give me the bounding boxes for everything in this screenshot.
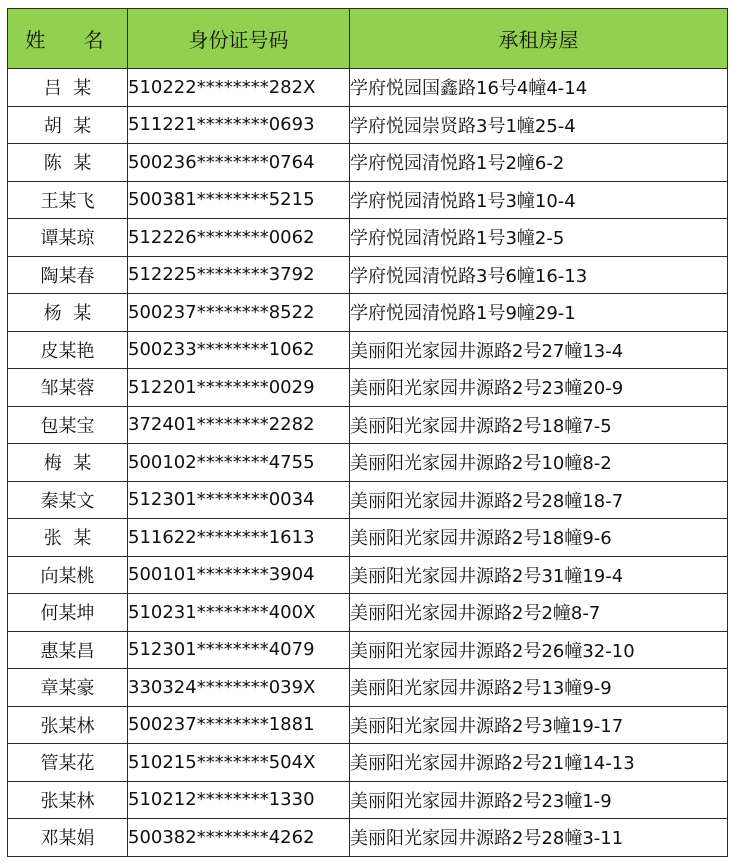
id-number-cell: 372401********2282 — [128, 406, 350, 444]
table-row — [8, 594, 728, 632]
name-cell: 张某林 — [8, 781, 128, 819]
tenant-table — [7, 8, 728, 857]
header-row — [8, 9, 728, 69]
name-cell: 谭某琼 — [8, 219, 128, 257]
header-rented-house: 承租房屋 — [350, 9, 728, 69]
house-cell: 美丽阳光家园井源路2号23幢20-9 — [350, 369, 728, 407]
name-cell: 何某坤 — [8, 594, 128, 632]
house-cell: 学府悦园清悦路1号3幢2-5 — [350, 219, 728, 257]
table-body — [8, 69, 728, 857]
table-row — [8, 369, 728, 407]
house-cell: 美丽阳光家园井源路2号28幢18-7 — [350, 481, 728, 519]
table-row — [8, 781, 728, 819]
id-number-cell: 512301********4079 — [128, 631, 350, 669]
house-cell: 美丽阳光家园井源路2号2幢8-7 — [350, 594, 728, 632]
house-cell: 学府悦园崇贤路3号1幢25-4 — [350, 106, 728, 144]
name-cell: 陈 某 — [8, 144, 128, 182]
house-cell: 学府悦园清悦路3号6幢16-13 — [350, 256, 728, 294]
house-cell: 美丽阳光家园井源路2号27幢13-4 — [350, 331, 728, 369]
name-cell: 惠某昌 — [8, 631, 128, 669]
name-cell: 邹某蓉 — [8, 369, 128, 407]
name-cell: 王某飞 — [8, 181, 128, 219]
table-row — [8, 706, 728, 744]
name-cell: 胡 某 — [8, 106, 128, 144]
id-number-cell: 510231********400X — [128, 594, 350, 632]
name-cell: 包某宝 — [8, 406, 128, 444]
house-cell: 美丽阳光家园井源路2号10幢8-2 — [350, 444, 728, 482]
name-cell: 吕 某 — [8, 69, 128, 107]
table-row — [8, 444, 728, 482]
table-row — [8, 144, 728, 182]
table-row — [8, 669, 728, 707]
table-row — [8, 219, 728, 257]
house-cell: 美丽阳光家园井源路2号18幢7-5 — [350, 406, 728, 444]
house-cell: 学府悦园清悦路1号2幢6-2 — [350, 144, 728, 182]
id-number-cell: 500101********3904 — [128, 556, 350, 594]
house-cell: 美丽阳光家园井源路2号28幢3-11 — [350, 819, 728, 857]
house-cell: 学府悦园清悦路1号3幢10-4 — [350, 181, 728, 219]
id-number-cell: 511221********0693 — [128, 106, 350, 144]
table-row — [8, 106, 728, 144]
name-cell: 张某林 — [8, 706, 128, 744]
house-cell: 美丽阳光家园井源路2号3幢19-17 — [350, 706, 728, 744]
name-cell: 邓某娟 — [8, 819, 128, 857]
name-cell: 秦某文 — [8, 481, 128, 519]
house-cell: 美丽阳光家园井源路2号13幢9-9 — [350, 669, 728, 707]
house-cell: 美丽阳光家园井源路2号23幢1-9 — [350, 781, 728, 819]
id-number-cell: 500236********0764 — [128, 144, 350, 182]
table-row — [8, 481, 728, 519]
name-cell: 杨 某 — [8, 294, 128, 332]
table-row — [8, 406, 728, 444]
house-cell: 美丽阳光家园井源路2号18幢9-6 — [350, 519, 728, 557]
id-number-cell: 512301********0034 — [128, 481, 350, 519]
id-number-cell: 500233********1062 — [128, 331, 350, 369]
id-number-cell: 512225********3792 — [128, 256, 350, 294]
header-name: 姓 名 — [8, 9, 128, 69]
id-number-cell: 500237********1881 — [128, 706, 350, 744]
id-number-cell: 510215********504X — [128, 744, 350, 782]
table-row — [8, 181, 728, 219]
name-cell: 梅 某 — [8, 444, 128, 482]
name-cell: 管某花 — [8, 744, 128, 782]
table-row — [8, 744, 728, 782]
table-row — [8, 331, 728, 369]
house-cell: 美丽阳光家园井源路2号21幢14-13 — [350, 744, 728, 782]
id-number-cell: 512226********0062 — [128, 219, 350, 257]
house-cell: 美丽阳光家园井源路2号31幢19-4 — [350, 556, 728, 594]
id-number-cell: 500237********8522 — [128, 294, 350, 332]
table-row — [8, 256, 728, 294]
header-id-number: 身份证号码 — [128, 9, 350, 69]
id-number-cell: 511622********1613 — [128, 519, 350, 557]
house-cell: 学府悦园国鑫路16号4幢4-14 — [350, 69, 728, 107]
house-cell: 美丽阳光家园井源路2号26幢32-10 — [350, 631, 728, 669]
table-row — [8, 631, 728, 669]
table-row — [8, 819, 728, 857]
id-number-cell: 500382********4262 — [128, 819, 350, 857]
house-cell: 学府悦园清悦路1号9幢29-1 — [350, 294, 728, 332]
table-row — [8, 519, 728, 557]
id-number-cell: 510212********1330 — [128, 781, 350, 819]
table-row — [8, 294, 728, 332]
name-cell: 张 某 — [8, 519, 128, 557]
name-cell: 皮某艳 — [8, 331, 128, 369]
name-cell: 陶某春 — [8, 256, 128, 294]
table-row — [8, 69, 728, 107]
id-number-cell: 500102********4755 — [128, 444, 350, 482]
name-cell: 章某豪 — [8, 669, 128, 707]
id-number-cell: 512201********0029 — [128, 369, 350, 407]
id-number-cell: 330324********039X — [128, 669, 350, 707]
name-cell: 向某桃 — [8, 556, 128, 594]
id-number-cell: 500381********5215 — [128, 181, 350, 219]
id-number-cell: 510222********282X — [128, 69, 350, 107]
table-row — [8, 556, 728, 594]
table-header — [8, 9, 728, 69]
